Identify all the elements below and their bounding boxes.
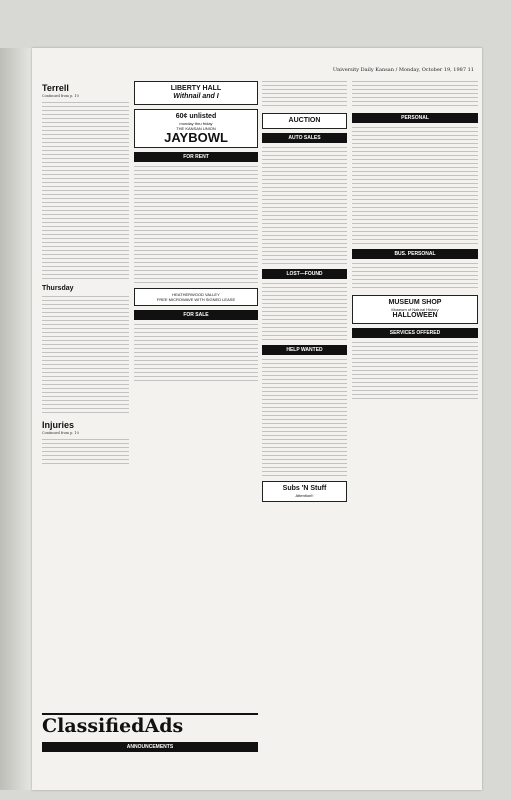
heatherwood-ad [134, 288, 258, 306]
museum-shop-ad [352, 295, 478, 324]
for-sale-listings [134, 322, 258, 382]
injuries-body-text [42, 437, 129, 467]
bus-personal-header: BUS. PERSONAL [352, 249, 478, 259]
column-middle [134, 77, 258, 384]
liberty-hall-movie: Withnail and I [173, 93, 219, 100]
liberty-hall-title: LIBERTY HALL [170, 85, 222, 92]
help-wanted-header: HELP WANTED [262, 345, 347, 355]
injuries-headline: Injuries [42, 420, 75, 431]
heatherwood-title: HEATHERWOOD VALLEY [172, 292, 220, 297]
auction-ad [262, 113, 347, 129]
injuries-continued: Continued from p. 10 [42, 431, 79, 436]
thursday-subhead: Thursday [42, 285, 74, 293]
subs-n-stuff-ad [262, 481, 347, 502]
heatherwood-subtitle: FREE MICROWAVE WITH SIGNED LEASE [156, 297, 236, 302]
cent-title: 60¢ unlisted [175, 113, 217, 120]
newspaper-page [32, 48, 482, 790]
halloween-text: HALLOWEEN [392, 312, 438, 319]
lost-found-listings [262, 281, 347, 341]
announcements-header: ANNOUNCEMENTS [42, 742, 258, 752]
auction-header: AUCTION [288, 117, 321, 124]
top-listings [262, 79, 347, 109]
auto-sales-header: AUTO SALES [262, 133, 347, 143]
services-offered-header: SERVICES OFFERED [352, 328, 478, 338]
museum-title: MUSEUM SHOP [388, 299, 442, 306]
personal-listings [352, 125, 478, 245]
column-right [352, 77, 478, 402]
jaybowl-title: JAYBOWL [164, 130, 228, 145]
right-top-listings [352, 79, 478, 109]
monday-title: monday thru friday [179, 121, 213, 126]
terrell-body-text [42, 100, 129, 280]
kansan-union-title: THE KANSAN UNION [176, 126, 216, 131]
classified-ads-banner: ClassifiedAds [42, 713, 258, 737]
subs-n-stuff-title: Subs 'N Stuff [282, 485, 327, 492]
help-wanted-listings [262, 357, 347, 477]
terrell-continued: Continued from p. 10 [42, 94, 79, 98]
services-offered-listings [352, 340, 478, 400]
personal-header: PERSONAL [352, 113, 478, 123]
for-rent-listings [134, 164, 258, 284]
bus-personal-listings [352, 261, 478, 291]
terrell-headline: Terrell [42, 83, 69, 93]
for-rent-header: FOR RENT [134, 152, 258, 162]
for-sale-header: FOR SALE [134, 310, 258, 320]
column-left [42, 77, 129, 469]
subs-n-stuff-sub: Attention!! [295, 493, 314, 498]
liberty-hall-ad [134, 81, 258, 105]
lost-found-header: LOST—FOUND [262, 269, 347, 279]
masthead: University Daily Kansan / Monday, October 19, 1987 11 [332, 67, 474, 73]
page-binding [0, 48, 32, 790]
column-right-middle [262, 77, 347, 506]
museum-subtitle: Museum of Natural History [391, 307, 439, 312]
jaybowl-ad [134, 109, 258, 148]
thursday-body-text [42, 294, 129, 414]
auto-sales-listings [262, 145, 347, 265]
announcements-section [42, 738, 258, 754]
